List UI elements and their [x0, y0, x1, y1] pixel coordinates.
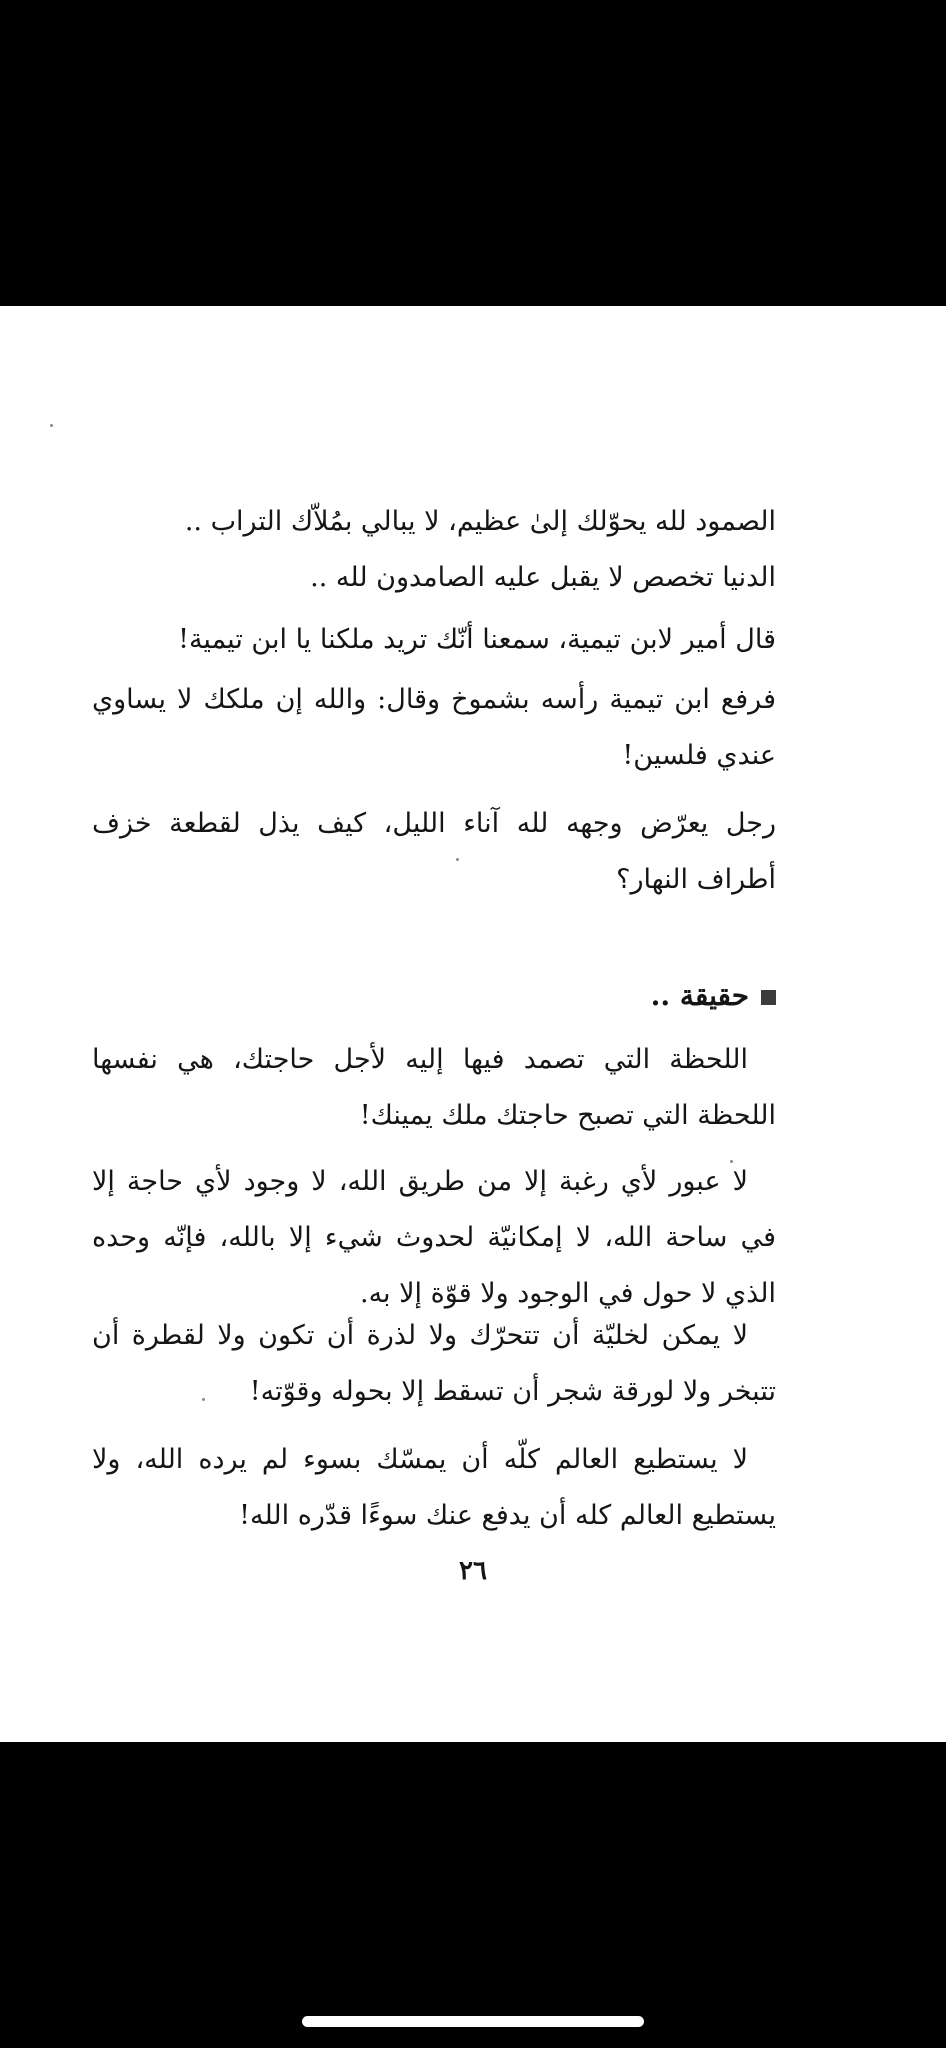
- section-heading: [516, 976, 776, 1016]
- paragraph: قال أمير لابن تيمية، سمعنا أنّك تريد ملكنا يا ابن تيمية!: [178, 624, 776, 655]
- paragraph: لا عبور لأي رغبة إلا من طريق الله، لا وجود لأي حاجة إلا في ساحة الله، لا إمكانيّة لحدوث شيء إلا بالله، فإنّه وحده الذي لا حول في الوجود ولا قوّة إلا به.: [92, 1166, 776, 1309]
- square-bullet-icon: [761, 990, 776, 1005]
- paragraph: رجل يعرّض وجهه لله آناء الليل، كيف يذل لقطعة خزف أطراف النهار؟: [92, 808, 776, 895]
- paragraph: لا يستطيع العالم كلّه أن يمسّك بسوء لم يرده الله، ولا يستطيع العالم كله أن يدفع عنك سوءًا قدّره الله!: [92, 1444, 776, 1531]
- paragraph: لا يمكن لخليّة أن تتحرّك ولا لذرة أن تكون ولا لقطرة أن تتبخر ولا لورقة شجر أن تسقط إلا بحوله وقوّته!: [92, 1320, 776, 1407]
- book-page: [0, 306, 946, 1742]
- paragraph: اللحظة التي تصمد فيها إليه لأجل حاجتك، هي نفسها اللحظة التي تصبح حاجتك ملك يمينك!: [92, 1044, 776, 1131]
- section-heading-text: حقيقة ..: [650, 979, 749, 1012]
- scan-speck: [456, 858, 459, 861]
- home-indicator[interactable]: [302, 2016, 644, 2027]
- page-number: ٢٦: [459, 1556, 487, 1586]
- scan-speck: [202, 1398, 205, 1401]
- scan-speck: [50, 424, 53, 427]
- paragraph: الدنيا تخصص لا يقبل عليه الصامدون لله ..: [310, 562, 776, 593]
- scan-speck: [730, 1160, 733, 1163]
- paragraph: الصمود لله يحوّلك إلىٰ عظيم، لا يبالي بمُلاّك التراب ..: [184, 506, 776, 537]
- paragraph: فرفع ابن تيمية رأسه بشموخ وقال: والله إن ملكك لا يساوي عندي فلسين!: [92, 684, 776, 771]
